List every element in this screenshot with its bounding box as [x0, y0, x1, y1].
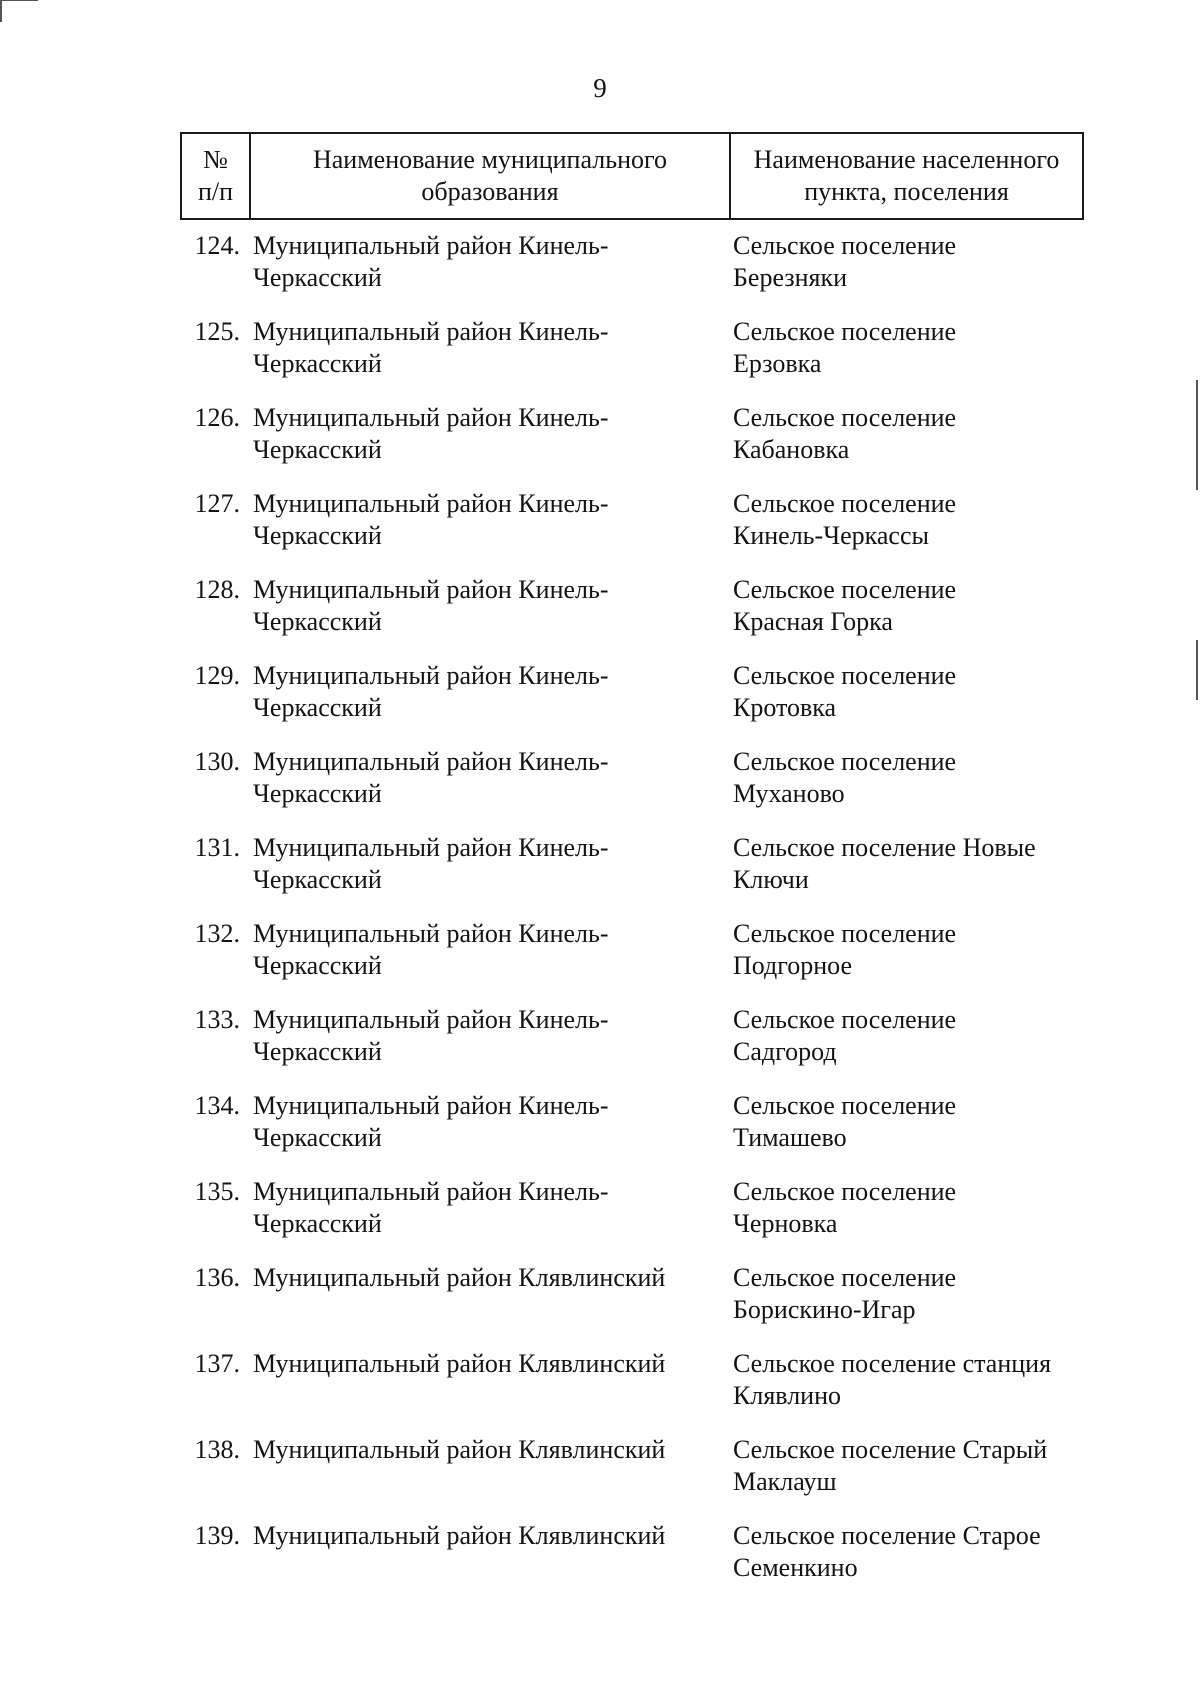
table-row [0, 1086, 1200, 1172]
table-row [0, 570, 1200, 656]
settlement-line: Семенкино [733, 1553, 858, 1582]
settlement-cell [733, 918, 1093, 982]
settlement-cell [733, 488, 1093, 552]
table-row [0, 914, 1200, 1000]
municipality-line: Черкасский [253, 521, 382, 550]
scan-edge-mark [1196, 380, 1198, 490]
municipality-line: Муниципальный район Кинель- [253, 575, 609, 604]
municipality-line: Муниципальный район Кинель- [253, 833, 609, 862]
municipality-line: Черкасский [253, 263, 382, 292]
municipality-cell [253, 574, 723, 638]
settlement-cell [733, 1520, 1093, 1584]
row-number: 135. [194, 1177, 240, 1206]
settlement-line: Сельское поселение [733, 231, 957, 260]
settlement-line: Черновка [733, 1209, 838, 1238]
settlement-cell [733, 832, 1093, 896]
settlement-cell [733, 1090, 1093, 1154]
municipality-line: Черкасский [253, 607, 382, 636]
header-number-column: № п/п [182, 134, 251, 218]
settlement-cell [733, 1348, 1093, 1412]
settlement-line: Сельское поселение Старый [733, 1435, 1048, 1464]
row-number: 126. [194, 403, 240, 432]
municipality-line: Черкасский [253, 1123, 382, 1152]
settlement-line: Красная Горка [733, 607, 893, 636]
table-row [0, 656, 1200, 742]
settlement-cell [733, 230, 1093, 294]
settlement-cell [733, 1434, 1093, 1498]
municipality-line: Муниципальный район Кинель- [253, 1177, 609, 1206]
municipality-line: Муниципальный район Кинель- [253, 489, 609, 518]
municipality-line: Муниципальный район Клявлинский [253, 1263, 666, 1292]
settlement-line: Сельское поселение [733, 919, 957, 948]
header-settlement-column: Наименование населенного пункта, поселения [753, 145, 1060, 206]
row-number: 139. [194, 1521, 240, 1550]
municipality-line: Черкасский [253, 693, 382, 722]
municipality-cell [253, 402, 723, 466]
table-row [0, 1430, 1200, 1516]
row-number: 134. [194, 1091, 240, 1120]
settlement-line: Сельское поселение [733, 317, 957, 346]
municipality-line: Муниципальный район Кинель- [253, 747, 609, 776]
municipality-line: Черкасский [253, 349, 382, 378]
row-number: 132. [194, 919, 240, 948]
municipality-line: Черкасский [253, 1209, 382, 1238]
settlement-line: Сельское поселение [733, 1005, 957, 1034]
row-number: 130. [194, 747, 240, 776]
table-row [0, 398, 1200, 484]
settlement-line: Подгорное [733, 951, 853, 980]
settlement-line: Сельское поселение [733, 403, 957, 432]
municipality-cell [253, 1348, 723, 1380]
settlement-line: Сельское поселение [733, 1091, 957, 1120]
scan-edge-mark [0, 0, 2, 22]
scan-edge-mark [1196, 640, 1198, 700]
row-number: 128. [194, 575, 240, 604]
settlement-line: Кротовка [733, 693, 837, 722]
municipality-cell [253, 918, 723, 982]
municipality-cell [253, 660, 723, 724]
municipality-cell [253, 316, 723, 380]
row-number: 136. [194, 1263, 240, 1292]
municipality-cell [253, 746, 723, 810]
table-row [0, 226, 1200, 312]
settlement-line: Сельское поселение Старое [733, 1521, 1041, 1550]
table-row [0, 1000, 1200, 1086]
municipality-line: Муниципальный район Кинель- [253, 919, 609, 948]
municipality-line: Черкасский [253, 865, 382, 894]
municipality-line: Черкасский [253, 779, 382, 808]
settlement-cell [733, 1262, 1093, 1326]
row-number: 137. [194, 1349, 240, 1378]
table-row [0, 828, 1200, 914]
settlement-cell [733, 402, 1093, 466]
municipality-line: Муниципальный район Клявлинский [253, 1435, 666, 1464]
municipality-cell [253, 1262, 723, 1294]
municipality-cell [253, 488, 723, 552]
municipality-line: Муниципальный район Клявлинский [253, 1521, 666, 1550]
settlement-line: Сельское поселение [733, 1177, 957, 1206]
settlement-line: Сельское поселение [733, 747, 957, 776]
settlement-line: Муханово [733, 779, 845, 808]
municipality-cell [253, 1434, 723, 1466]
row-number: 131. [194, 833, 240, 862]
scan-edge-mark [0, 0, 38, 1]
table-row [0, 312, 1200, 398]
settlement-line: Сельское поселение Новые [733, 833, 1036, 862]
municipality-cell [253, 832, 723, 896]
municipality-line: Муниципальный район Кинель- [253, 317, 609, 346]
municipality-line: Черкасский [253, 951, 382, 980]
settlement-line: Ключи [733, 865, 809, 894]
municipality-cell [253, 1520, 723, 1552]
settlement-line: Кинель-Черкассы [733, 521, 929, 550]
municipality-cell [253, 1090, 723, 1154]
settlement-line: Кабановка [733, 435, 850, 464]
settlement-cell [733, 1176, 1093, 1240]
table-body [0, 226, 1200, 1602]
table-row [0, 484, 1200, 570]
settlement-line: Сельское поселение [733, 575, 957, 604]
table-header [180, 132, 1084, 220]
settlement-line: Березняки [733, 263, 848, 292]
settlement-line: Сельское поселение [733, 661, 957, 690]
row-number: 125. [194, 317, 240, 346]
settlement-line: Сельское поселение станция [733, 1349, 1052, 1378]
page-number: 9 [593, 73, 607, 103]
table-row [0, 1172, 1200, 1258]
settlement-line: Ерзовка [733, 349, 822, 378]
municipality-cell [253, 230, 723, 294]
municipality-line: Муниципальный район Кинель- [253, 1005, 609, 1034]
settlement-line: Клявлино [733, 1381, 842, 1410]
table-row [0, 742, 1200, 828]
municipality-line: Муниципальный район Кинель- [253, 1091, 609, 1120]
settlement-line: Сельское поселение [733, 1263, 957, 1292]
table-row [0, 1258, 1200, 1344]
settlement-cell [733, 746, 1093, 810]
settlement-cell [733, 660, 1093, 724]
municipality-cell [253, 1176, 723, 1240]
settlement-cell [733, 316, 1093, 380]
municipality-line: Муниципальный район Кинель- [253, 661, 609, 690]
row-number: 138. [194, 1435, 240, 1464]
municipality-line: Черкасский [253, 435, 382, 464]
municipality-line: Муниципальный район Кинель- [253, 231, 609, 260]
municipality-cell [253, 1004, 723, 1068]
row-number: 124. [194, 231, 240, 260]
settlement-line: Садгород [733, 1037, 837, 1066]
settlement-cell [733, 1004, 1093, 1068]
municipality-line: Муниципальный район Кинель- [253, 403, 609, 432]
settlement-line: Тимашево [733, 1123, 847, 1152]
settlement-cell [733, 574, 1093, 638]
settlement-line: Маклауш [733, 1467, 837, 1496]
row-number: 127. [194, 489, 240, 518]
settlement-line: Борискино-Игар [733, 1295, 916, 1324]
municipality-line: Муниципальный район Клявлинский [253, 1349, 666, 1378]
row-number: 129. [194, 661, 240, 690]
header-municipality-column: Наименование муниципального образования [251, 134, 731, 218]
municipality-line: Черкасский [253, 1037, 382, 1066]
row-number: 133. [194, 1005, 240, 1034]
table-row [0, 1516, 1200, 1602]
settlement-line: Сельское поселение [733, 489, 957, 518]
table-row [0, 1344, 1200, 1430]
